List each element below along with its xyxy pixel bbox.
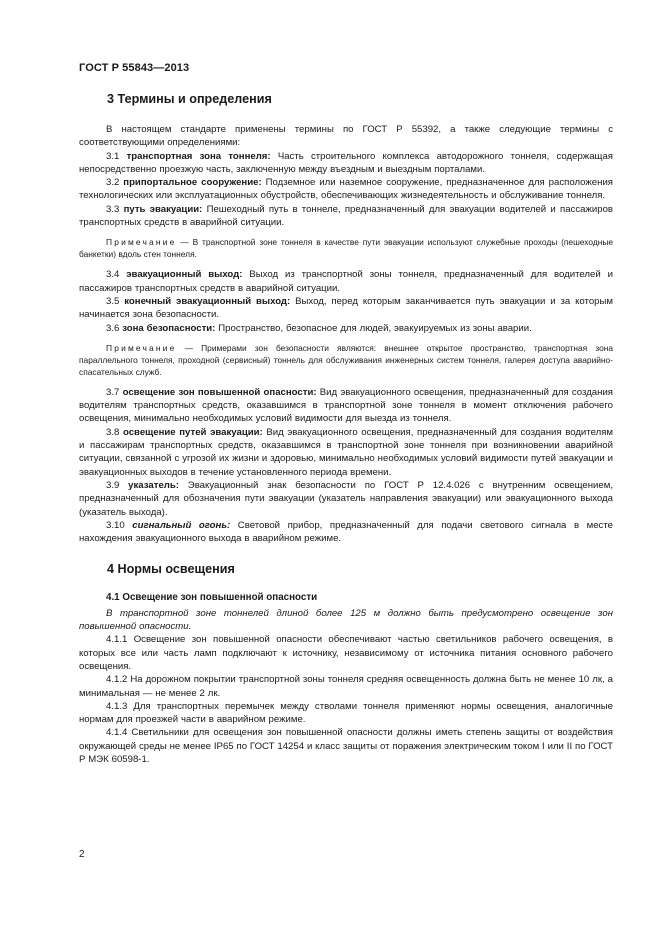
requirement-italic: В транспортной зоне тоннелей длиной более 125 м должно быть предусмотрено освещение зон повышенной опасности.: [79, 607, 613, 633]
note-text: Примерами зон безопасности являются: внешнее открытое пространство, транспортная зона параллельного тоннеля, проходной (сервисный) тоннель для обслуживания инженерных систем тоннеля, галерея доступа аварийно-спасательных служб.: [79, 342, 614, 377]
term-3-6: [79, 322, 613, 335]
term-3-9: [79, 479, 613, 519]
term-number: 3.7: [106, 386, 120, 398]
note-label: Примечание: [106, 237, 177, 248]
term-number: 3.1: [106, 150, 120, 162]
term-3-5: [79, 295, 613, 322]
term-number: 3.6: [106, 322, 120, 334]
term-name: конечный эвакуационный выход:: [124, 295, 291, 307]
term-name: зона безопасности:: [122, 322, 216, 334]
term-definition: Эвакуационный знак безопасности по ГОСТ Р 12.4.026 с внутренним освещением, предназначенный для обозначения пути эвакуации (указатель направления эвакуации) или эвакуационного выхода (указатель выхода).: [79, 479, 613, 518]
clause-4-1-3: 4.1.3 Для транспортных перемычек между стволами тоннеля применяют нормы освещения, аналогичные нормам для проезжей части в аварийном режиме.: [79, 700, 613, 726]
term-3-3: [79, 203, 613, 230]
document-body: [79, 90, 613, 766]
term-definition: Вид эвакуационного освещения, предназначенный для создания водителям и пассажирам транспортных средств, оказавшимся в транспортной зоне тоннеля при возникновении аварийной ситуации, связанной с угрозой их жизни и здоровью, минимально необходимых условий видимости путей эвакуации и эвакуационных выходов в течение установленного периода времени.: [79, 426, 613, 478]
term-definition: Часть строительного комплекса автодорожного тоннеля, содержащая непосредственно проезжую часть, заключенную между въездным и выездным порталами.: [79, 150, 613, 175]
term-3-2: [79, 176, 613, 203]
term-name: сигнальный огонь:: [132, 519, 231, 531]
clause-4-1-1: 4.1.1 Освещение зон повышенной опасности обеспечивают частью светильников рабочего освещения, в которых все или часть ламп подключают к источнику, независимому от источника питания основного рабочего освещения.: [79, 634, 613, 672]
clause-4-1-2: 4.1.2 На дорожном покрытии транспортной зоны тоннеля средняя освещенность должна быть не менее 10 лк, а минимальная — не менее 2 лк.: [79, 674, 613, 699]
note-2: [79, 342, 613, 378]
term-definition: Выход из транспортной зоны тоннеля, предназначенный для водителей и пассажиров транспортных средств в аварийной ситуации.: [79, 269, 613, 294]
term-definition: Подземное или наземное сооружение, предназначенное для расположения технологических или эксплуатационных обустройств, обеспечивающих жизнедеятельность и обслуживание тоннеля.: [79, 177, 613, 202]
term-3-1: [79, 150, 613, 177]
term-3-10: [79, 519, 613, 546]
term-number: 3.2: [106, 177, 120, 189]
term-number: 3.5: [106, 295, 120, 307]
term-3-7: [79, 386, 613, 426]
page-number: 2: [79, 849, 85, 860]
term-name: припортальное сооружение:: [123, 177, 262, 189]
term-definition: Пространство, безопасное для людей, эвакуируемых из зоны аварии.: [218, 322, 532, 334]
term-number: 3.10: [106, 519, 125, 531]
term-name: указатель:: [128, 479, 179, 491]
section-3-intro: В настоящем стандарте применены термины по ГОСТ Р 55392, а также следующие термины с соответствующими определениями:: [79, 124, 613, 149]
term-name: транспортная зона тоннеля:: [126, 150, 271, 162]
term-number: 3.9: [106, 479, 120, 491]
note-text: В транспортной зоне тоннеля в качестве пути эвакуации используют служебные проходы (пешеходные банкетки) вдоль стен тоннеля.: [79, 237, 614, 260]
document-header: ГОСТ Р 55843—2013: [79, 62, 190, 74]
term-3-4: [79, 268, 613, 295]
note-label: Примечание: [106, 342, 177, 353]
term-definition: Выход, перед которым заканчивается путь эвакуации и за которым начинается зона безопасности.: [79, 295, 613, 321]
section-4-title: 4 Нормы освещения: [107, 562, 235, 577]
clause-4-1-4: 4.1.4 Светильники для освещения зон повышенной опасности должны иметь степень защиты от воздействия окружающей среды не менее IP65 по ГОСТ 14254 и класс защиты от поражения электрическим током I или II по ГОСТ Р МЭК 60598-1.: [79, 727, 613, 765]
term-definition: Световой прибор, предназначенный для подачи светового сигнала в месте нахождения эвакуационного выхода в аварийном режиме.: [79, 519, 613, 545]
term-number: 3.4: [106, 269, 120, 281]
term-3-8: [79, 426, 613, 479]
term-number: 3.3: [106, 203, 120, 215]
note-1: [79, 236, 613, 260]
note-dash: —: [180, 237, 189, 248]
note-dash: —: [184, 342, 193, 353]
subsection-4-1-title: 4.1 Освещение зон повышенной опасности: [106, 592, 318, 604]
term-name: путь эвакуации:: [123, 203, 203, 215]
term-name: освещение путей эвакуации:: [122, 426, 263, 438]
term-definition: Вид эвакуационного освещения, предназначенный для создания водителям транспортных средств, оказавшимся в транспортной зоне тоннеля в момент отключения рабочего освещения, минимально необходимых условий видимости для выезда из тоннеля.: [79, 386, 613, 425]
term-number: 3.8: [106, 426, 120, 438]
term-name: эвакуационный выход:: [126, 269, 243, 281]
term-name: освещение зон повышенной опасности:: [122, 386, 317, 398]
term-definition: Пешеходный путь в тоннеле, предназначенный для эвакуации водителей и пассажиров транспортных средств в аварийной ситуации.: [79, 203, 614, 229]
section-3-title: 3 Термины и определения: [107, 92, 272, 106]
